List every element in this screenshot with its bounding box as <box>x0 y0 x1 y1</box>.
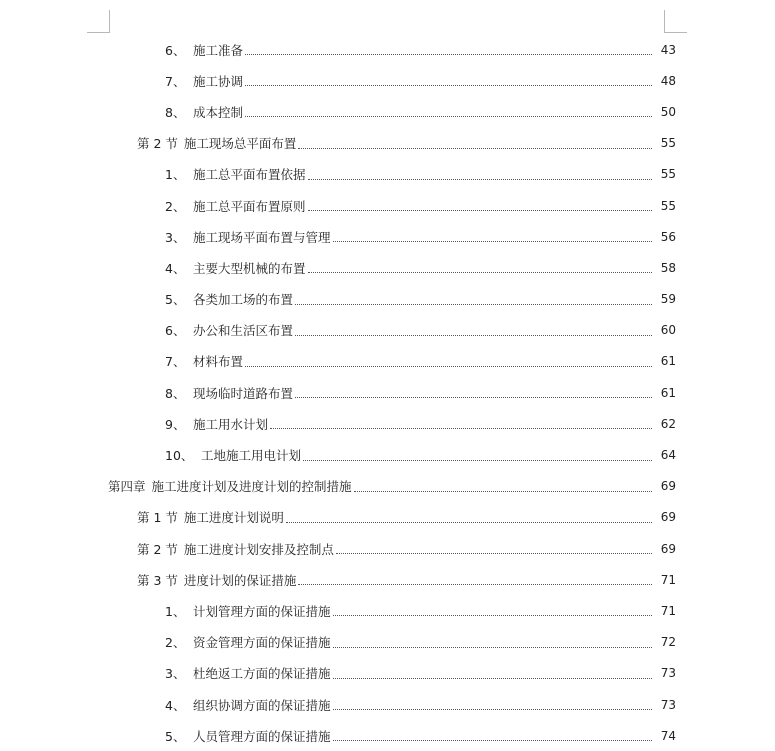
toc-entry[interactable] <box>0 65 775 96</box>
toc-entry-title: 施工进度计划说明 <box>183 510 284 526</box>
toc-entry-number: 第 2 节 <box>137 541 178 557</box>
toc-entry-title: 施工准备 <box>193 42 244 58</box>
dot-leader <box>308 178 652 180</box>
dot-leader <box>295 396 652 398</box>
toc-entry-title: 施工现场平面布置与管理 <box>193 229 331 245</box>
dot-leader <box>333 708 652 710</box>
toc-entry-title: 施工总平面布置原则 <box>193 198 306 214</box>
toc-entry-page: 58 <box>660 260 676 275</box>
dot-leader <box>336 552 652 554</box>
toc-entry[interactable] <box>0 315 775 346</box>
toc-entry-page: 69 <box>660 541 676 556</box>
toc-entry-title: 施工进度计划安排及控制点 <box>183 541 334 557</box>
toc-entry-title: 工地施工用电计划 <box>201 448 302 464</box>
toc-entry-title: 施工进度计划及进度计划的控制措施 <box>151 479 352 495</box>
toc-entry-number: 10、 <box>165 448 194 464</box>
dot-leader <box>298 583 652 585</box>
toc-entry-title: 现场临时道路布置 <box>193 385 294 401</box>
toc-entry[interactable] <box>0 689 775 720</box>
toc-entry-number: 2、 <box>165 635 186 651</box>
toc-entry-page: 74 <box>660 728 676 743</box>
toc-entry-page: 62 <box>660 416 676 431</box>
dot-leader <box>308 209 652 211</box>
table-of-contents <box>0 34 775 751</box>
toc-entry[interactable] <box>0 34 775 65</box>
dot-leader <box>333 646 652 648</box>
toc-entry-title: 计划管理方面的保证措施 <box>193 603 331 619</box>
dot-leader <box>295 334 652 336</box>
toc-entry-page: 64 <box>660 448 676 463</box>
toc-entry[interactable] <box>0 502 775 533</box>
dot-leader <box>295 303 652 305</box>
margin-corner-mark-right <box>664 10 687 33</box>
toc-entry-title: 各类加工场的布置 <box>193 292 294 308</box>
toc-entry[interactable] <box>0 252 775 283</box>
toc-entry-title: 施工现场总平面布置 <box>183 136 297 152</box>
dot-leader <box>333 240 652 242</box>
toc-entry[interactable] <box>0 159 775 190</box>
toc-entry[interactable] <box>0 533 775 564</box>
toc-entry-number: 8、 <box>165 385 186 401</box>
toc-entry-number: 1、 <box>165 167 186 183</box>
dot-leader <box>308 271 652 273</box>
toc-entry-page: 69 <box>660 510 676 525</box>
dot-leader <box>333 614 652 616</box>
toc-entry-page: 71 <box>660 572 676 587</box>
toc-entry-title: 成本控制 <box>193 104 244 120</box>
toc-entry-page: 71 <box>660 603 676 618</box>
toc-entry-page: 61 <box>660 354 676 369</box>
toc-entry-title: 进度计划的保证措施 <box>183 572 297 588</box>
dot-leader <box>245 365 652 367</box>
dot-leader <box>245 53 652 55</box>
dot-leader <box>354 490 652 492</box>
toc-entry-number: 6、 <box>165 323 186 339</box>
toc-entry-title: 资金管理方面的保证措施 <box>193 635 331 651</box>
toc-entry-number: 7、 <box>165 354 186 370</box>
toc-entry[interactable] <box>0 221 775 252</box>
toc-entry-title: 材料布置 <box>193 354 244 370</box>
toc-entry[interactable] <box>0 284 775 315</box>
dot-leader <box>245 84 652 86</box>
toc-entry-number: 5、 <box>165 292 186 308</box>
toc-entry-number: 4、 <box>165 260 186 276</box>
toc-entry-page: 60 <box>660 323 676 338</box>
toc-entry-page: 43 <box>660 42 676 57</box>
toc-entry[interactable] <box>0 408 775 439</box>
toc-entry-number: 第 2 节 <box>137 136 178 152</box>
dot-leader <box>303 459 652 461</box>
toc-entry-page: 48 <box>660 73 676 88</box>
toc-entry-number: 4、 <box>165 697 186 713</box>
toc-entry-number: 2、 <box>165 198 186 214</box>
toc-entry-number: 8、 <box>165 104 186 120</box>
toc-entry[interactable] <box>0 96 775 127</box>
toc-entry[interactable] <box>0 471 775 502</box>
toc-entry-number: 第 3 节 <box>137 572 178 588</box>
toc-entry[interactable] <box>0 658 775 689</box>
dot-leader <box>286 521 652 523</box>
toc-entry-page: 59 <box>660 292 676 307</box>
dot-leader <box>333 739 652 741</box>
toc-entry-page: 55 <box>660 167 676 182</box>
toc-entry-page: 56 <box>660 229 676 244</box>
toc-entry-number: 5、 <box>165 728 186 744</box>
toc-entry-title: 施工协调 <box>193 73 244 89</box>
toc-entry-number: 1、 <box>165 603 186 619</box>
dot-leader <box>270 427 652 429</box>
dot-leader <box>333 677 652 679</box>
toc-entry-title: 主要大型机械的布置 <box>193 260 306 276</box>
toc-entry-number: 9、 <box>165 416 186 432</box>
toc-entry-number: 第 1 节 <box>137 510 178 526</box>
toc-entry-page: 55 <box>660 198 676 213</box>
toc-entry[interactable] <box>0 564 775 595</box>
toc-entry-title: 施工总平面布置依据 <box>193 167 306 183</box>
toc-entry-page: 73 <box>660 666 676 681</box>
toc-entry-page: 69 <box>660 479 676 494</box>
toc-entry-page: 50 <box>660 104 676 119</box>
toc-entry[interactable] <box>0 595 775 626</box>
toc-entry[interactable] <box>0 190 775 221</box>
toc-entry-page: 61 <box>660 385 676 400</box>
toc-entry[interactable] <box>0 720 775 751</box>
toc-entry[interactable] <box>0 128 775 159</box>
toc-entry-page: 73 <box>660 697 676 712</box>
toc-entry-title: 办公和生活区布置 <box>193 323 294 339</box>
toc-entry[interactable] <box>0 346 775 377</box>
toc-entry-title: 施工用水计划 <box>193 416 269 432</box>
toc-entry-number: 第四章 <box>108 479 146 495</box>
toc-entry-number: 6、 <box>165 42 186 58</box>
toc-entry-number: 7、 <box>165 73 186 89</box>
toc-entry[interactable] <box>0 627 775 658</box>
toc-entry-title: 杜绝返工方面的保证措施 <box>193 666 331 682</box>
margin-corner-mark-left <box>87 10 110 33</box>
toc-entry-number: 3、 <box>165 229 186 245</box>
toc-entry[interactable] <box>0 439 775 470</box>
toc-entry-title: 人员管理方面的保证措施 <box>193 728 331 744</box>
dot-leader <box>298 147 652 149</box>
toc-entry-title: 组织协调方面的保证措施 <box>193 697 331 713</box>
toc-entry[interactable] <box>0 377 775 408</box>
dot-leader <box>245 115 652 117</box>
toc-entry-number: 3、 <box>165 666 186 682</box>
toc-entry-page: 55 <box>660 136 676 151</box>
toc-entry-page: 72 <box>660 635 676 650</box>
